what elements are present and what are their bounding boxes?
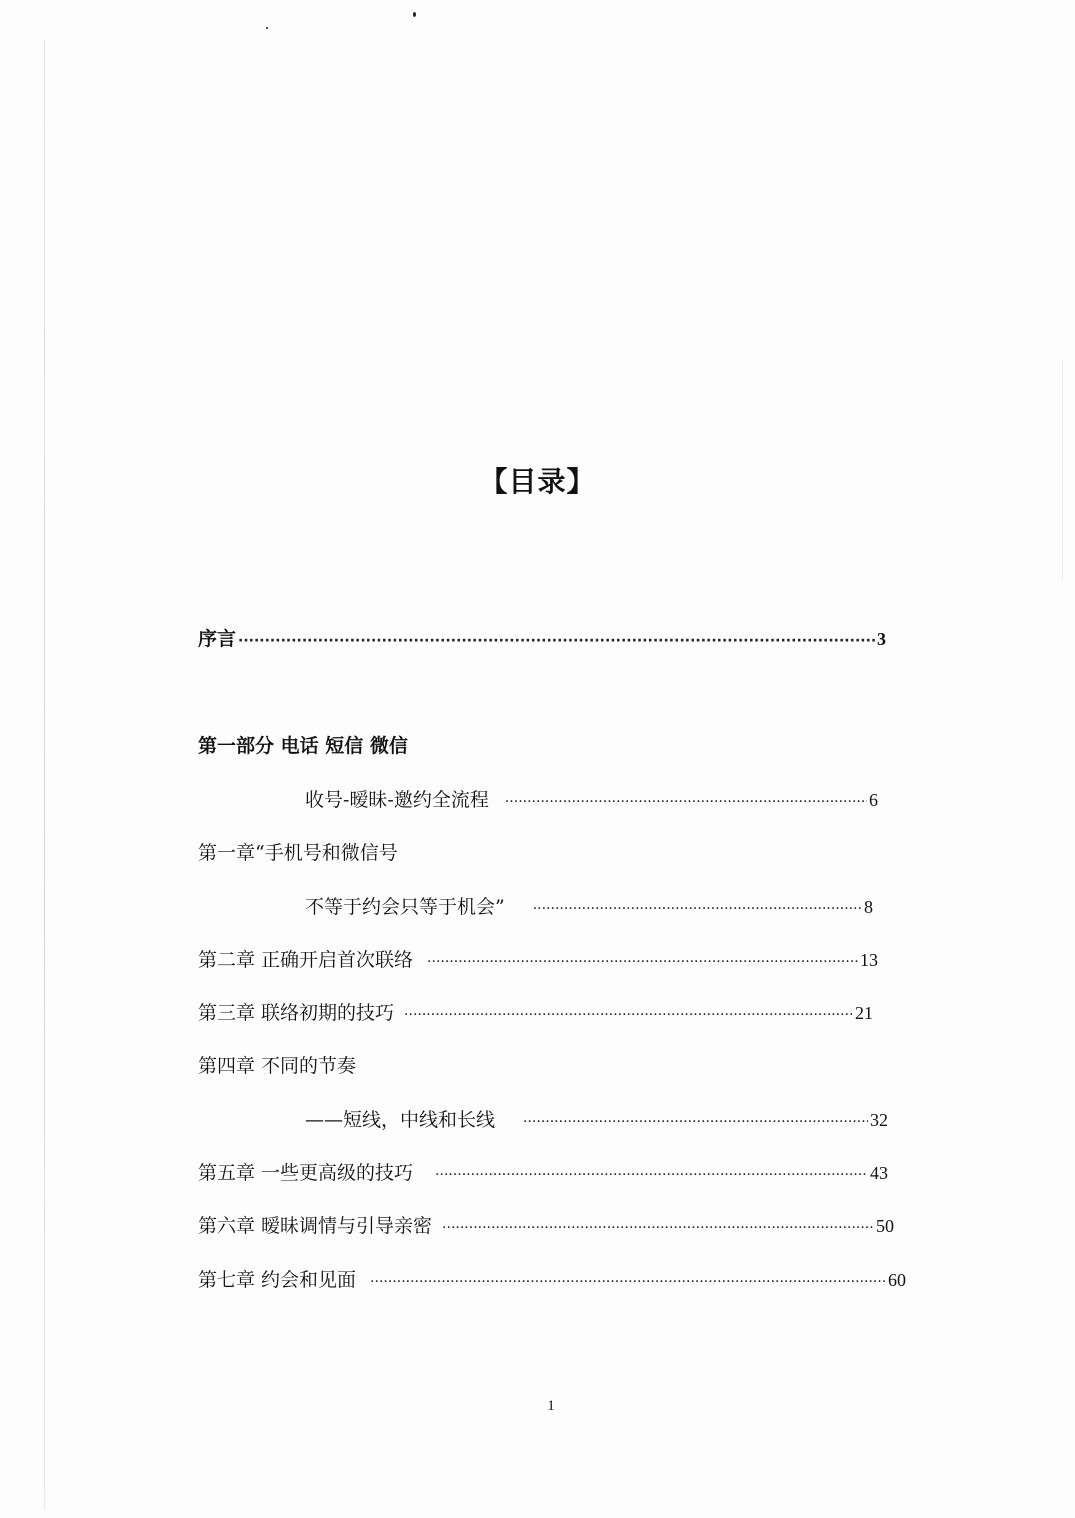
toc-entry-label: 第六章 暧昧调情与引导亲密: [198, 1215, 433, 1237]
toc-page-number: 60: [888, 1270, 906, 1290]
toc-page-number: 8: [864, 897, 873, 917]
toc-page-number: 21: [855, 1003, 873, 1023]
dot-leader: [238, 633, 875, 649]
toc-entry-label: 第一章“手机号和微信号: [198, 842, 398, 864]
toc-entry: [198, 1265, 906, 1292]
toc-entry-preface: [198, 624, 886, 651]
dot-leader: [523, 1114, 868, 1130]
toc-entry-label: 不等于约会只等于机会”: [305, 896, 505, 918]
toc-entry: [198, 1211, 894, 1238]
page-title: 【目录】: [479, 465, 596, 498]
dot-leader: [442, 1220, 874, 1236]
toc-entry-label: 第二章 正确开启首次联络: [198, 949, 414, 971]
toc-page-number: 43: [870, 1163, 888, 1183]
toc-entry: [305, 892, 873, 919]
toc-entry-label: ——短线，中线和长线: [305, 1109, 496, 1131]
scan-speck: [266, 27, 268, 29]
toc-entry: [198, 998, 873, 1025]
dot-leader: [370, 1274, 886, 1290]
dot-leader: [505, 794, 867, 810]
page-number-footer: 1: [547, 1398, 555, 1414]
toc-page-number: 6: [869, 790, 878, 810]
dot-leader: [533, 901, 862, 917]
dot-leader: [404, 1007, 853, 1023]
part-heading: 第一部分 电话 短信 微信: [198, 735, 408, 757]
toc-entry-label: 序言: [198, 628, 237, 650]
toc-entry-label: 第三章 联络初期的技巧: [198, 1002, 395, 1024]
scan-edge-line: [44, 40, 45, 1510]
toc-entry: [198, 945, 878, 972]
toc-page-number: 32: [870, 1110, 888, 1130]
toc-entry-label: 第七章 约会和见面: [198, 1269, 357, 1291]
scan-speck: [413, 12, 416, 17]
toc-entry-label: 第四章 不同的节奏: [198, 1055, 357, 1077]
dot-leader: [427, 954, 858, 970]
toc-entry: [305, 1105, 888, 1132]
toc-page-number: 50: [876, 1216, 894, 1236]
toc-entry-label: 收号-暧昧-邀约全流程: [305, 789, 489, 811]
dot-leader: [435, 1167, 868, 1183]
toc-entry-label: 第五章 一些更高级的技巧: [198, 1162, 414, 1184]
toc-page-number: 3: [877, 629, 886, 649]
toc-page-number: 13: [860, 950, 878, 970]
toc-entry: [305, 785, 878, 812]
toc-entry: [198, 1158, 888, 1185]
